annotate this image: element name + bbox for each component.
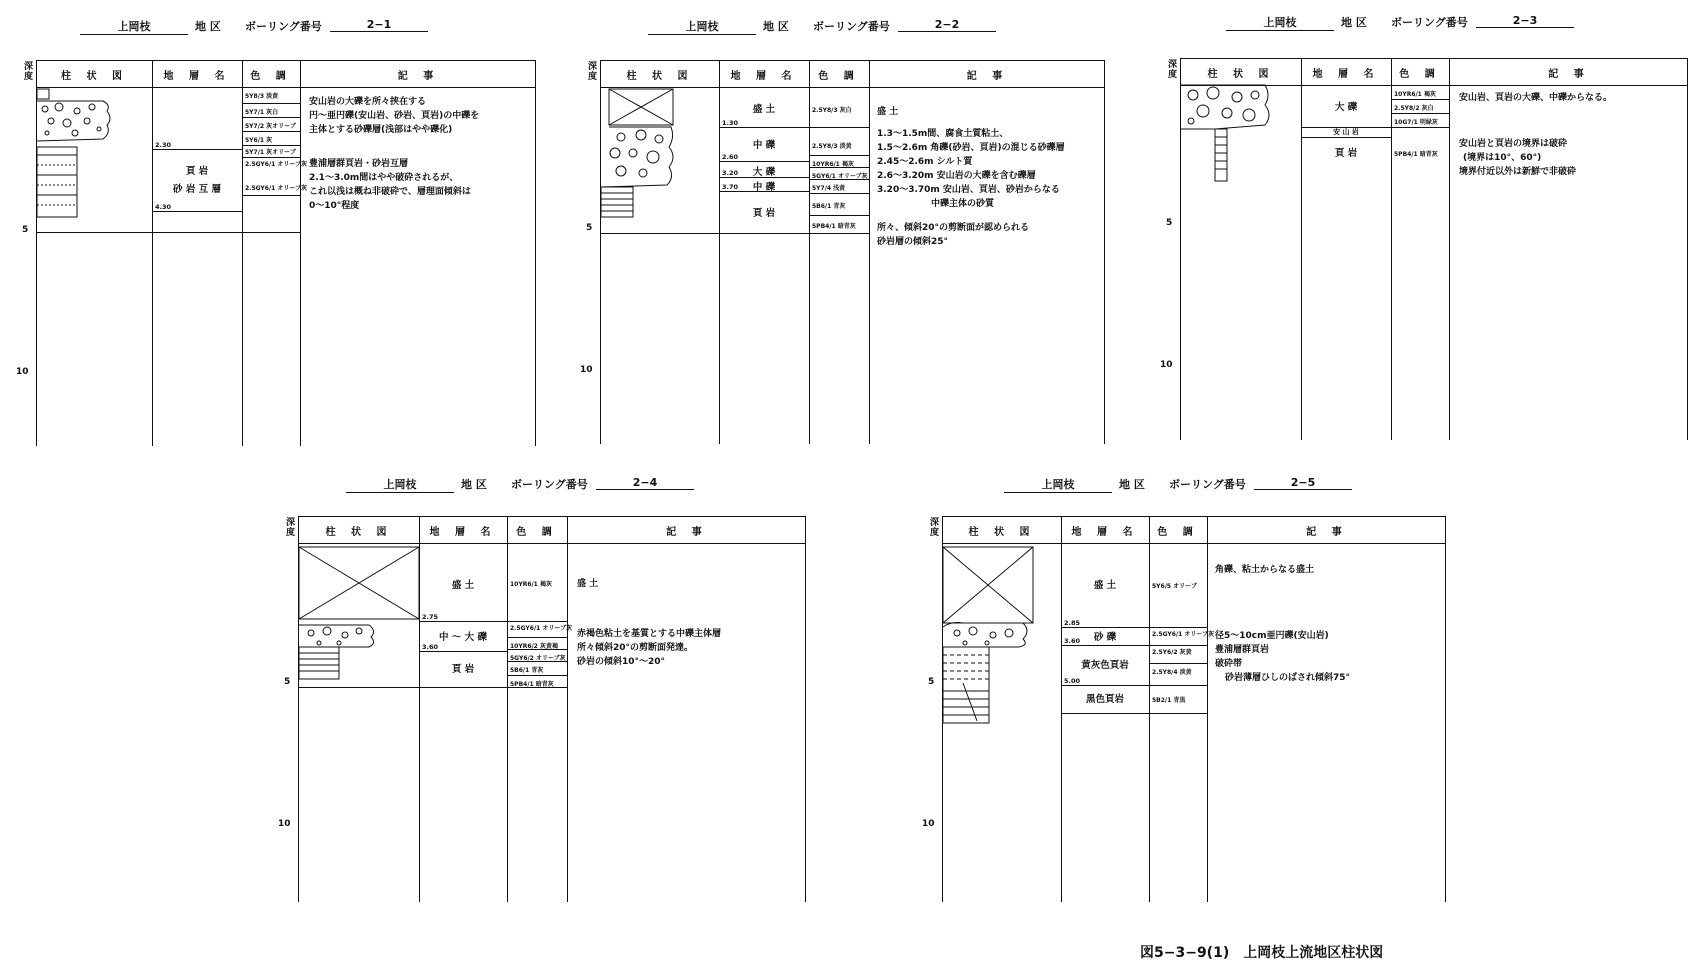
header-layer-name: 地 層 名 <box>1071 527 1139 538</box>
header-color: 色 調 <box>516 527 558 538</box>
notes-line: 破砕帯 <box>1215 659 1243 669</box>
boring-number: 2−1 <box>330 18 428 32</box>
notes-line: 1.3〜1.5m間、腐食土質粘土、 <box>877 129 1009 139</box>
notes-line: 砂岩薄層ひしのばされ傾斜75° <box>1225 673 1351 683</box>
log-header <box>346 472 706 496</box>
table-header-row <box>601 61 1104 88</box>
color-entry: 2.5Y8/3 淡黄 <box>812 143 852 150</box>
header-layer-name: 地 層 名 <box>1312 69 1380 80</box>
color-entry: 5GY6/2 オリーブ灰 <box>510 655 566 662</box>
color-entry: 5GY6/1 オリーブ灰 <box>812 173 868 180</box>
color-entry: 5PB4/1 暗青灰 <box>1394 151 1438 158</box>
depth-tick: 10 <box>278 819 291 829</box>
table-header-row <box>943 517 1445 544</box>
depth-tick: 10 <box>922 819 935 829</box>
header-column-log: 柱 状 図 <box>968 527 1036 538</box>
boring-label: ボーリング番号 <box>1169 478 1246 491</box>
color-entry: 2.5Y8/3 灰白 <box>812 107 852 114</box>
log-header <box>1226 10 1586 34</box>
depth-label: 深度 <box>286 518 296 538</box>
district-name: 上岡枝 <box>346 476 454 493</box>
depth-tick: 5 <box>22 225 29 235</box>
layer-depth: 4.30 <box>155 203 172 211</box>
layer-name: 大 礫 <box>752 167 776 178</box>
notes-line: (境界は10°、60°) <box>1463 153 1542 163</box>
column-pattern <box>601 87 721 237</box>
notes-line: 盛 土 <box>577 579 599 589</box>
color-entry: 5PB4/1 暗青灰 <box>812 223 856 230</box>
table-header-row <box>1181 59 1687 86</box>
layer-depth: 5.00 <box>1064 677 1081 685</box>
log-table <box>942 516 1446 902</box>
header-layer-name: 地 層 名 <box>163 71 231 82</box>
table-header-row <box>299 517 805 544</box>
color-entry: 2.5Y6/2 灰黄 <box>1152 649 1192 656</box>
header-color: 色 調 <box>818 71 860 82</box>
color-entry: 2.5Y8/2 灰白 <box>1394 105 1434 112</box>
district-label: 地 区 <box>1119 478 1145 491</box>
district-name: 上岡枝 <box>80 18 188 35</box>
header-color: 色 調 <box>1399 69 1441 80</box>
layer-name: 砂 礫 <box>1093 632 1117 643</box>
color-entry: 10YR6/1 褐灰 <box>812 161 854 168</box>
color-entry: 10G7/1 明緑灰 <box>1394 119 1438 126</box>
color-entry: 5PB4/1 暗青灰 <box>510 681 554 688</box>
layer-depth: 3.60 <box>422 643 439 651</box>
notes-line: 径5〜10cm亜円礫(安山岩) <box>1215 631 1329 641</box>
depth-tick: 5 <box>586 223 593 233</box>
boring-number: 2−2 <box>898 18 996 32</box>
notes-line: 角礫、粘土からなる盛土 <box>1215 565 1315 575</box>
layer-depth: 2.75 <box>422 613 439 621</box>
notes-line: 豊浦層群頁岩 <box>1215 645 1270 655</box>
layer-name: 頁 岩 <box>451 664 475 675</box>
color-entry: 5Y6/5 オリーブ <box>1152 583 1197 590</box>
figure-caption: 図5−3−9(1) 上岡枝上流地区柱状図 <box>1140 945 1384 961</box>
depth-label: 深度 <box>1168 60 1178 80</box>
notes-line: 1.5〜2.6m 角礫(砂岩、頁岩)の混じる砂礫層 <box>877 143 1065 153</box>
depth-tick: 5 <box>928 677 935 687</box>
color-entry: 5Y8/3 淡黄 <box>245 93 279 100</box>
layer-name: 頁 岩 <box>1334 148 1358 159</box>
layer-depth: 2.30 <box>155 141 172 149</box>
log-header <box>1004 472 1364 496</box>
log-header <box>648 14 1008 38</box>
depth-label: 深度 <box>930 518 940 538</box>
layer-depth: 3.60 <box>1064 637 1081 645</box>
color-entry: 2.5Y8/4 淡黄 <box>1152 669 1192 676</box>
header-notes: 記 事 <box>1306 527 1348 538</box>
log-table <box>298 516 806 902</box>
notes-line: 砂岩層の傾斜25° <box>877 237 949 247</box>
layer-depth: 3.70 <box>722 183 739 191</box>
color-entry: 2.5GY6/1 オリーブ灰 <box>245 185 308 192</box>
boring-number: 2−3 <box>1476 14 1574 28</box>
header-color: 色 調 <box>250 71 292 82</box>
notes-line: 主体とする砂礫層(浅部はやや礫化) <box>309 125 453 135</box>
depth-tick: 5 <box>1166 218 1173 228</box>
depth-tick: 5 <box>284 677 291 687</box>
layer-depth: 3.20 <box>722 169 739 177</box>
layer-name: 黒色頁岩 <box>1085 694 1124 705</box>
layer-name: 中 礫 <box>752 182 776 193</box>
header-notes: 記 事 <box>666 527 708 538</box>
layer-name: 黄灰色頁岩 <box>1081 660 1129 671</box>
color-entry: 5Y7/1 灰白 <box>245 109 279 116</box>
table-header-row <box>37 61 535 88</box>
column-pattern <box>299 543 429 693</box>
boring-number: 2−5 <box>1254 476 1352 490</box>
color-entry: 5B6/1 青灰 <box>812 203 846 210</box>
boring-label: ボーリング番号 <box>245 20 322 33</box>
color-entry: 2.5GY6/1 オリーブ灰 <box>1152 631 1215 638</box>
layer-name: 盛 土 <box>1093 580 1117 591</box>
layer-depth: 2.85 <box>1064 619 1081 627</box>
notes-line: 3.20〜3.70m 安山岩、頁岩、砂岩からなる <box>877 185 1060 195</box>
notes-line: 中礫主体の砂質 <box>931 199 995 209</box>
district-name: 上岡枝 <box>1004 476 1112 493</box>
color-entry: 5Y7/4 浅黄 <box>812 185 846 192</box>
notes-line: 2.6〜3.20m 安山岩の大礫を含む礫層 <box>877 171 1036 181</box>
notes-line: 所々傾斜20°の剪断面発達。 <box>577 643 694 653</box>
layer-name: 頁 岩 <box>185 166 209 177</box>
boring-label: ボーリング番号 <box>1391 16 1468 29</box>
header-layer-name: 地 層 名 <box>429 527 497 538</box>
layer-depth: 1.30 <box>722 119 739 127</box>
boring-label: ボーリング番号 <box>511 478 588 491</box>
color-entry: 5B2/1 青黒 <box>1152 697 1186 704</box>
header-column-log: 柱 状 図 <box>1207 69 1275 80</box>
notes-line: 境界付近以外は新鮮で非破砕 <box>1459 167 1577 177</box>
notes-line: これ以浅は概ね非破砕で、層理面傾斜は <box>309 187 471 197</box>
layer-name: 中 礫 <box>752 140 776 151</box>
header-notes: 記 事 <box>966 71 1009 82</box>
log-header <box>80 14 440 38</box>
color-entry: 5Y7/1 灰オリーブ <box>245 149 296 156</box>
layer-name: 頁 岩 <box>752 208 776 219</box>
layer-name: 安 山 岩 <box>1333 128 1359 136</box>
notes-line: 赤褐色粘土を基質とする中礫主体層 <box>577 629 722 639</box>
header-column-log: 柱 状 図 <box>61 71 128 82</box>
color-entry: 2.5GY6/1 オリーブ灰 <box>510 625 573 632</box>
log-table <box>36 60 536 446</box>
depth-label: 深度 <box>24 62 34 82</box>
boring-label: ボーリング番号 <box>813 20 890 33</box>
depth-tick: 10 <box>1160 360 1173 370</box>
column-pattern <box>1181 85 1301 195</box>
notes-line: 2.1〜3.0m間はやや破砕されるが、 <box>309 173 459 183</box>
color-entry: 5Y7/2 灰オリーブ <box>245 123 296 130</box>
notes-line: 安山岩、頁岩の大礫、中礫からなる。 <box>1459 93 1613 103</box>
column-pattern <box>943 543 1063 723</box>
notes-line: 砂岩の傾斜10°〜20° <box>577 657 666 667</box>
notes-line: 円〜亜円礫(安山岩、砂岩、頁岩)の中礫を <box>309 111 480 121</box>
color-entry: 2.5GY6/1 オリーブ灰 <box>245 161 308 168</box>
layer-name: 砂 岩 互 層 <box>173 184 221 195</box>
district-label: 地 区 <box>763 20 789 33</box>
district-label: 地 区 <box>461 478 487 491</box>
header-notes: 記 事 <box>1548 69 1590 80</box>
header-color: 色 調 <box>1157 527 1199 538</box>
district-label: 地 区 <box>1341 16 1367 29</box>
boring-number: 2−4 <box>596 476 694 490</box>
column-pattern <box>37 87 157 227</box>
layer-name: 盛 土 <box>451 580 475 591</box>
header-column-log: 柱 状 図 <box>626 71 694 82</box>
depth-tick: 10 <box>580 365 593 375</box>
color-entry: 5Y6/1 灰 <box>245 137 273 144</box>
color-entry: 10YR6/2 灰黄褐 <box>510 643 558 650</box>
color-entry: 10YR6/1 褐灰 <box>510 581 552 588</box>
notes-line: 2.45〜2.6m シルト質 <box>877 157 973 167</box>
header-column-log: 柱 状 図 <box>325 527 393 538</box>
notes-line: 0〜10°程度 <box>309 201 360 211</box>
notes-line: 所々、傾斜20°の剪断面が認められる <box>877 223 1030 233</box>
depth-label: 深度 <box>588 62 598 82</box>
district-label: 地 区 <box>195 20 221 33</box>
log-table <box>1180 58 1688 440</box>
color-entry: 10YR6/1 褐灰 <box>1394 91 1436 98</box>
notes-line: 安山岩の大礫を所々挟在する <box>309 97 427 107</box>
district-name: 上岡枝 <box>648 18 756 35</box>
notes-line: 安山岩と頁岩の境界は破砕 <box>1459 139 1568 149</box>
header-layer-name: 地 層 名 <box>730 71 798 82</box>
header-notes: 記 事 <box>397 71 440 82</box>
notes-line: 豊浦層群頁岩・砂岩互層 <box>309 159 409 169</box>
district-name: 上岡枝 <box>1226 14 1334 31</box>
layer-name: 盛 土 <box>752 104 776 115</box>
notes-line: 盛 土 <box>877 107 899 117</box>
layer-name: 中 〜 大 礫 <box>439 632 487 643</box>
log-table <box>600 60 1105 444</box>
color-entry: 5B6/1 青灰 <box>510 667 544 674</box>
layer-depth: 2.60 <box>722 153 739 161</box>
layer-name: 大 礫 <box>1334 102 1358 113</box>
depth-tick: 10 <box>16 367 29 377</box>
